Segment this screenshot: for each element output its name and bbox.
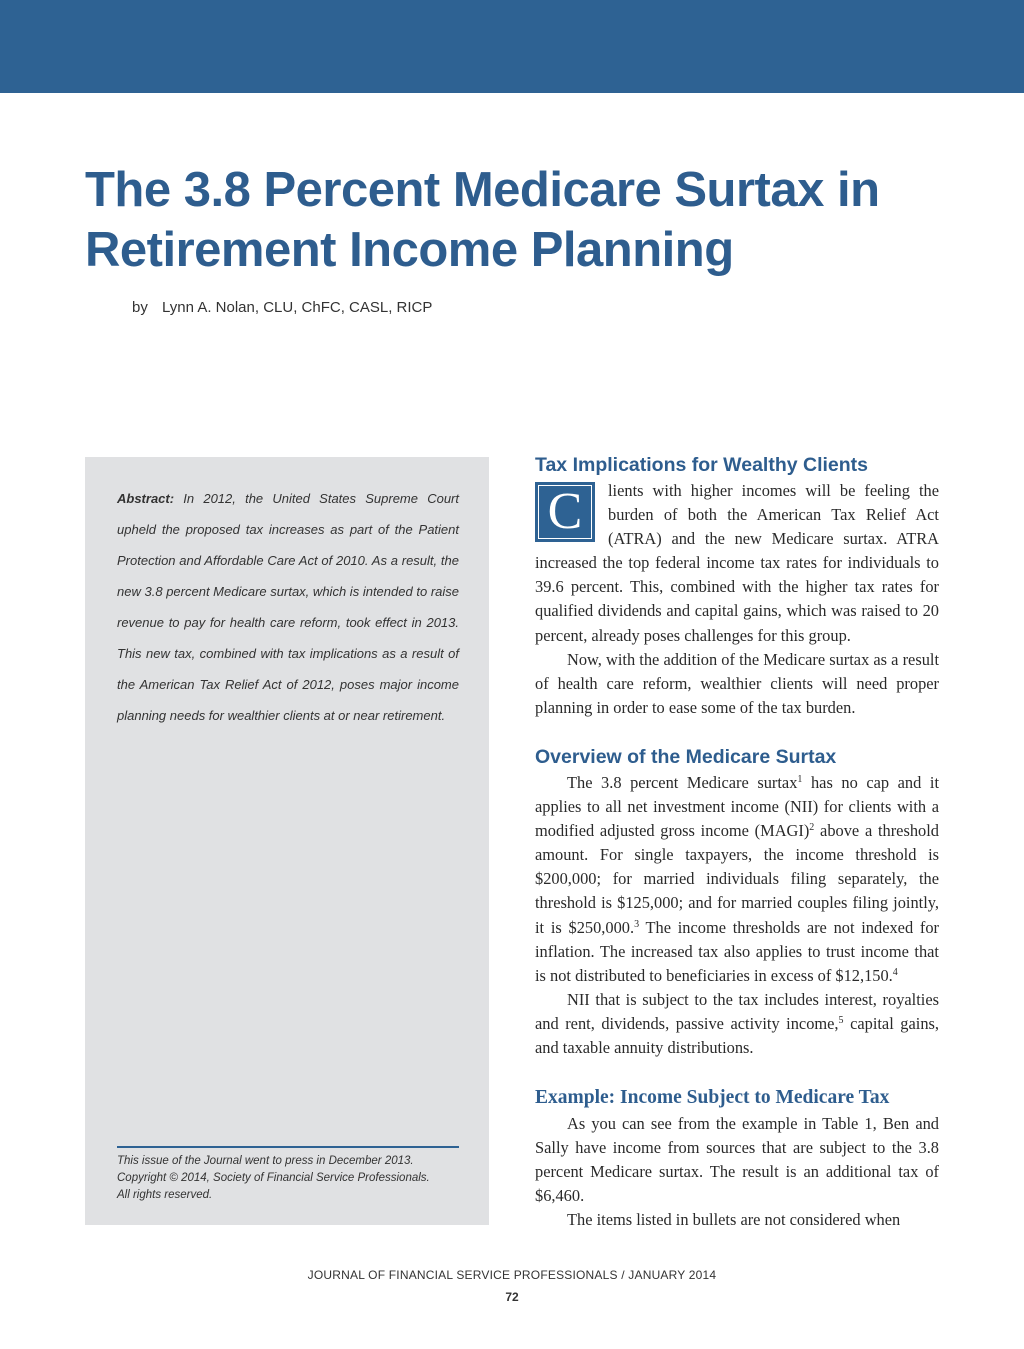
author-name: Lynn A. Nolan, CLU, ChFC, CASL, RICP	[162, 299, 433, 316]
footnote-ref-2: 2	[809, 822, 815, 834]
abstract-text: In 2012, the United States Supreme Court upheld the proposed tax increases as part of the Patient Protection and Affordable Care Act of 2010. As a result, the new 3.8 percent Medicare surtax, which is intended to raise revenue to pay for health care reform, took effect in 2013. This new tax, combined with tax implications as a result of the American Tax Relief Act of 2012, poses major income planning needs for wealthier clients at or near retirement.	[117, 491, 459, 723]
article-body	[535, 451, 939, 1233]
section-heading-example: Example: Income Subject to Medicare Tax	[535, 1087, 890, 1109]
press-note-line-3: All rights reserved.	[117, 1189, 213, 1201]
section2-p1-part-c: above a threshold amount. For single taxpayers, the income threshold is $200,000; for married individuals filing separately, the threshold is $125,000; and for married couples filing jointly, it is $250,000.	[535, 821, 939, 937]
article-title	[85, 160, 985, 280]
section1-paragraph-1	[535, 479, 939, 648]
section2-p1-part-a: The 3.8 percent Medicare surtax	[567, 772, 798, 792]
section-heading-overview: Overview of the Medicare Surtax	[535, 745, 837, 768]
drop-cap-letter: C	[538, 485, 592, 539]
abstract-label: Abstract:	[117, 491, 175, 506]
section2-p1-part-b: has no cap and it applies to all net investment income (NII) for clients with a modified adjusted gross income (MAGI)	[535, 772, 939, 841]
title-line-1: The 3.8 Percent Medicare Surtax in	[85, 163, 880, 217]
title-line-2: Retirement Income Planning	[85, 223, 734, 277]
header-bar	[0, 0, 1024, 93]
press-note-divider	[117, 1146, 459, 1148]
section2-paragraph-2	[535, 988, 939, 1060]
drop-cap	[535, 482, 595, 542]
section2-p2-part-a: NII that is subject to the tax includes interest, royalties and rent, dividends, passive activity income,	[535, 989, 939, 1033]
footnote-ref-1: 1	[797, 773, 803, 785]
press-note	[117, 1153, 467, 1204]
footnote-ref-3: 3	[634, 918, 640, 930]
section2-p2-part-b: capital gains, and taxable annuity distributions.	[535, 1013, 939, 1057]
footnote-ref-4: 4	[892, 966, 898, 978]
byline-prefix: by	[132, 299, 148, 316]
footnote-ref-5: 5	[838, 1014, 844, 1026]
section1-paragraph-2: Now, with the addition of the Medicare surtax as a result of health care reform, wealthier clients will need proper planning in order to ease some of the tax burden.	[535, 649, 939, 717]
abstract-panel	[85, 457, 489, 1225]
page-number: 72	[505, 1290, 519, 1304]
section1-paragraph-1-text: lients with higher incomes will be feeling the burden of both the American Tax Relief Act (ATRA) and the new Medicare surtax. ATRA increased the top federal income tax rates for individuals to 39.6 percent. This, combined with the higher tax rates for qualified dividends and capital gains, which was raised to 20 percent, already poses challenges for this group.	[535, 481, 939, 645]
section3-paragraph-2: The items listed in bullets are not considered when	[567, 1210, 901, 1230]
section2-p1-part-d: The income thresholds are not indexed for inflation. The increased tax also applies to trust income that is not distributed to beneficiaries in excess of $12,150.	[535, 917, 939, 985]
journal-footer: JOURNAL OF FINANCIAL SERVICE PROFESSIONALS / JANUARY 2014	[307, 1268, 717, 1282]
press-note-line-2: Copyright © 2014, Society of Financial Service Professionals.	[117, 1172, 430, 1184]
byline	[132, 299, 432, 316]
press-note-line-1: This issue of the Journal went to press in December 2013.	[117, 1155, 414, 1167]
section3-paragraph-1: As you can see from the example in Table 1, Ben and Sally have income from sources that are subject to the 3.8 percent Medicare surtax. The result is an additional tax of $6,460.	[535, 1114, 939, 1206]
section-heading-tax-implications: Tax Implications for Wealthy Clients	[535, 454, 869, 476]
abstract	[117, 483, 459, 731]
section2-paragraph-1	[535, 771, 939, 988]
